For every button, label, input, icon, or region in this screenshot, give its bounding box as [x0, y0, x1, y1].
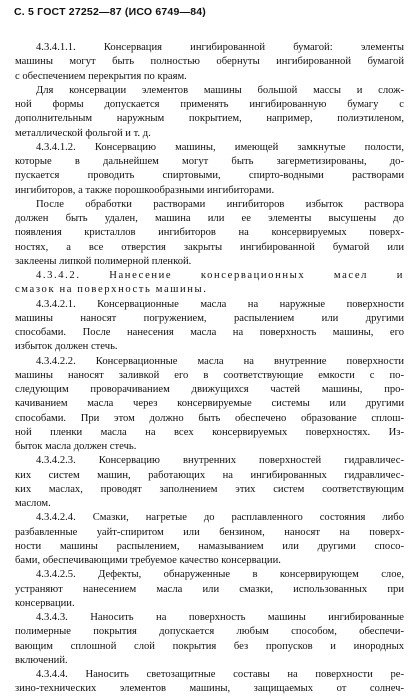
text-line: 4.3.4.1.1. Консервация ингибированной бумагой: элементы — [36, 42, 404, 53]
text-line: 4.3.4.4. Наносить светозащитные составы на поверхности ре- — [36, 669, 404, 680]
text-line: Для консервации элементов машины большой массы и слож- — [36, 84, 404, 96]
text-line: смазок на поверхность машины. — [15, 284, 208, 296]
paragraph — [15, 355, 404, 455]
text-line: качиванием масла через консервируемые системы или другими — [15, 398, 404, 410]
text-line: 4.3.4.2. Нанесение консервационных масел и — [36, 270, 404, 281]
document-body — [15, 41, 404, 697]
paragraph — [15, 141, 404, 198]
text-line: включений. — [15, 654, 68, 666]
text-line: машины могут быть полностью обернуты ингибированной бумагой — [15, 56, 404, 68]
text-line: консервации. — [15, 597, 75, 609]
text-line: 4.3.4.3. Наносить на поверхность машины ингибированные — [36, 612, 404, 623]
text-line: ной пленки масла на всех консервируемых поверхностях. Из- — [15, 426, 404, 438]
text-line: зино-технических элементов машины, защищаемых от солнеч- — [15, 683, 404, 695]
text-line: 4.3.4.1.2. Консервацию машины, имеющей замкнутые полости, — [36, 141, 404, 153]
text-line: быток масла должен стечь. — [15, 441, 137, 452]
text-line: 4.3.4.2.5. Дефекты, обнаруженные в консервирующем слое, — [36, 569, 404, 581]
text-line: пускается проводить спиртовыми, спирто-водными растворами — [15, 170, 404, 182]
text-line: с обеспечением перекрытия по краям. — [15, 70, 187, 82]
page-header: С. 5 ГОСТ 27252—87 (ИСО 6749—84) — [14, 6, 206, 18]
paragraph — [15, 611, 404, 668]
text-line: вающим сплошной слой покрытия без пропусков и инородных — [15, 640, 404, 652]
text-line: бами, обеспечивающими требуемое качество консервации. — [15, 555, 281, 566]
paragraph — [15, 84, 404, 141]
text-line: избыток должен стечь. — [15, 341, 118, 353]
text-line: должен быть удален, машина или ее элементы высушены до — [15, 213, 404, 224]
text-line: устраняют нанесением масла или смазки, использованных при — [15, 583, 404, 595]
text-line: После обработки растворами ингибиторов избыток раствора — [36, 198, 404, 210]
text-line: ингибиторов, а также порошкообразными ингибиторами. — [15, 184, 275, 196]
text-line: 4.3.4.2.4. Смазки, нагретые до расплавленного состояния либо — [36, 512, 404, 524]
text-line: маслом. — [15, 498, 51, 509]
paragraph — [15, 511, 404, 568]
text-line: разбавленные уайт-спиритом или бензином, наносят на поверх- — [15, 526, 404, 538]
text-line: ких систем машин, работающих на ингибированных гидравличес- — [15, 469, 404, 481]
text-line: способами. При этом должно быть обеспечено образование сплош- — [15, 412, 404, 424]
text-line: металлической фольгой и т. д. — [15, 127, 151, 139]
text-line: машины наносят погружением, распылением или другими — [15, 312, 404, 324]
text-line: полимерные покрытия допускается любым способом, обеспечи- — [15, 626, 404, 638]
paragraph — [15, 454, 404, 511]
text-line: 4.3.4.2.1. Консервационные масла на наружные поверхности — [36, 298, 404, 310]
text-line: ности машины распылением, намазыванием или другими спосо- — [15, 540, 404, 552]
paragraph — [15, 298, 404, 355]
paragraph — [15, 568, 404, 611]
text-line: появления кристаллов ингибиторов на консервируемых поверх- — [15, 227, 404, 239]
text-line: машины наносят заливкой его в соответствующие емкости с по- — [15, 369, 404, 381]
text-line: 4.3.4.2.2. Консервационные масла на внутренние поверхности — [36, 355, 404, 367]
text-line: 4.3.4.2.3. Консервацию внутренних поверхностей гидравличес- — [36, 455, 404, 467]
text-line: заклеены липкой полимерной пленкой. — [15, 255, 192, 267]
paragraph — [15, 668, 404, 697]
text-line: следующим проворачиванием движущихся частей машины, про- — [15, 384, 404, 395]
paragraph — [15, 198, 404, 269]
text-line: ностях, а все отверстия закрыты ингибированной бумагой или — [15, 241, 404, 253]
text-line: ной формы допускается применять ингибированную бумагу с — [15, 99, 404, 110]
text-line: ких маслах, проводят заполнением этих систем соответствующим — [15, 483, 404, 495]
text-line: которые в дальнейшем могут быть загерметизированы, до- — [15, 156, 404, 167]
paragraph — [15, 41, 404, 84]
text-line: способами. После нанесения масла на поверхность машины, его — [15, 327, 404, 338]
paragraph — [15, 269, 404, 298]
text-line: дополнительным наружным покрытием, например, полиэтиленом, — [15, 113, 404, 125]
